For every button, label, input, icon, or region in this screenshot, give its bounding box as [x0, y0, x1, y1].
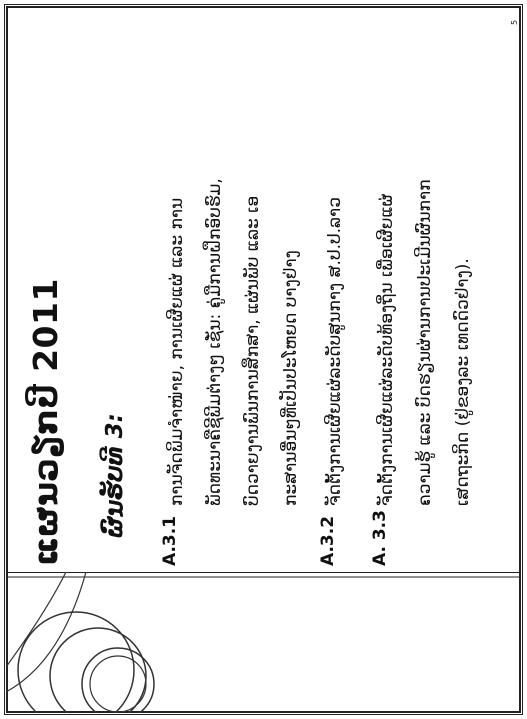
item-number: A.3.1: [160, 515, 180, 566]
slide-title: ແຜນວຽກປີ 2011: [26, 278, 65, 566]
item-number: A. 3.3: [370, 510, 390, 566]
item-line: ຈັດຕັ້ງການເຜີຍແຜ່ລະດັບສູນກາງ ສ.ປ.ປ.ລາວ: [325, 197, 345, 506]
slide-subtitle: ຜົນຮັບທີ 3:: [102, 413, 128, 538]
item-line: ກະສານອື່ນໆທີ່ເປັນປະໂຫຍດ ບາງຢ່າງ: [281, 250, 301, 506]
item-text: [158, 46, 310, 506]
item-text: [316, 46, 354, 506]
decorative-circles: [6, 572, 521, 713]
item-line: ຄວາມຮູ້ ແລະ ບົດຮຽນຜ່ານການປະເມີນຜົນກາກ: [415, 179, 435, 506]
item-line: ພັດທະນາຄືຊີພີມຕ່າງໆ ເຊັ່ນ: ຄູ່ມືການຝຶກອົບຮົມ,: [205, 178, 225, 506]
page-mark: 5: [509, 19, 519, 26]
item-number: A.3.2: [318, 515, 338, 566]
item-line: ບົດວາຍງານພົນການສຶກສາ, ແຜ່ນພັບ ແລະ ເອ: [243, 195, 263, 506]
item-line: ເສດຖະກິດ (ຢູ່ຂອງລະ ເທດດົວຢ່າງ).: [453, 258, 473, 506]
item-line: ການຈັດພິມຈຳໜ່າຍ, ການເຜີຍແຜ່ ແລະ ການ: [167, 197, 187, 506]
item-text: [368, 46, 482, 506]
item-line: ຈັດຕັ້ງການເຜີຍແຜ່ລະດັບທ້ອງຖິ່ນ ເພື່ອເຜີຍແຜ່: [377, 193, 397, 506]
slide-content: [10, 10, 515, 566]
